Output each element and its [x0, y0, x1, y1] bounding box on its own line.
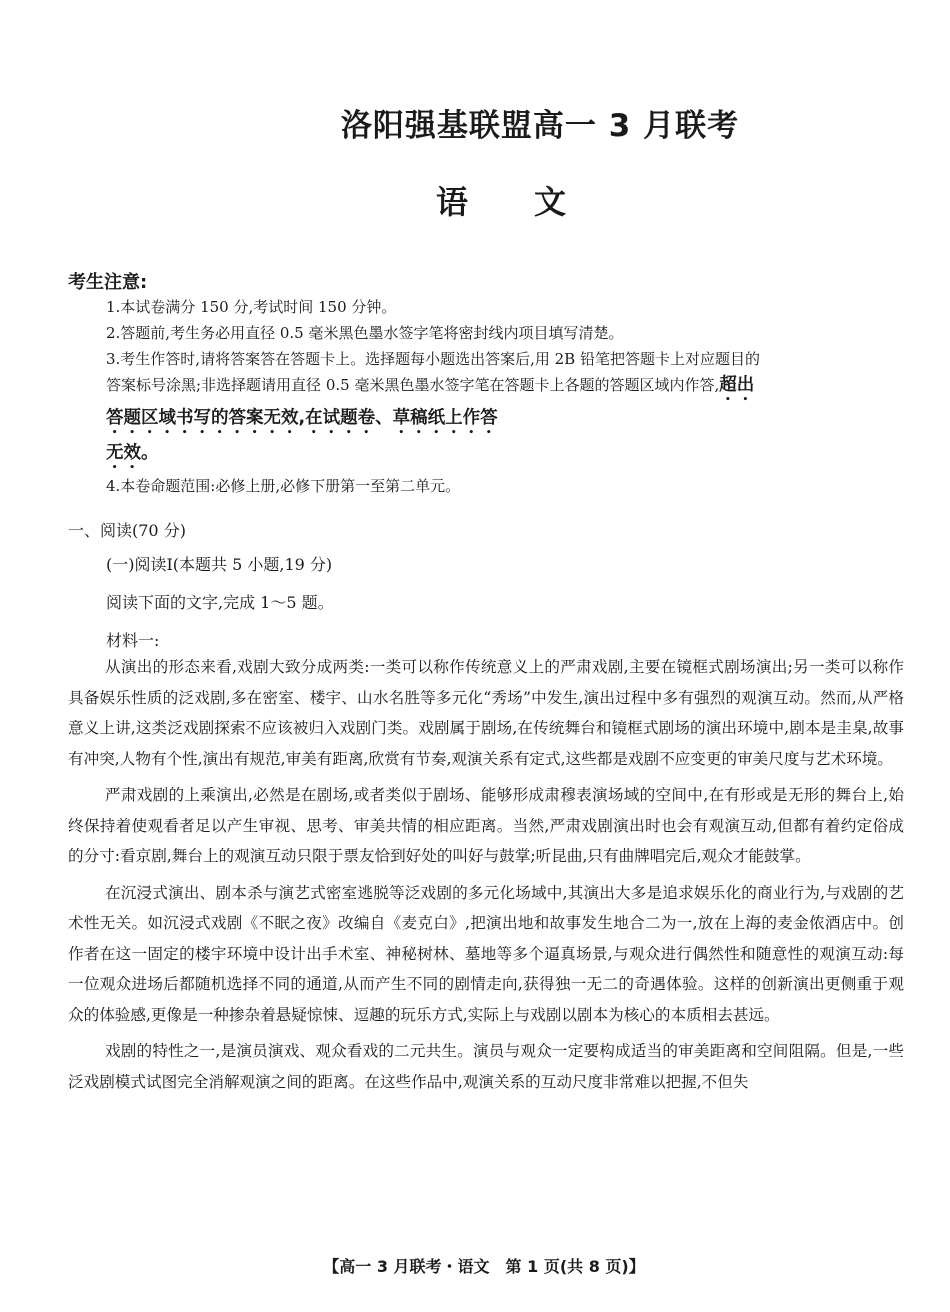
- reading-instruction: 阅读下面的文字,完成 1～5 题。: [106, 593, 334, 612]
- page-footer: 【高一 3 月联考・语文 第 1 页(共 8 页)】: [323, 1257, 645, 1276]
- reading-passage: [68, 652, 904, 1103]
- notice-item: 4.本卷命题范围:必修上册,必修下册第一至第二单元。: [106, 477, 461, 495]
- passage-paragraph: 严肃戏剧的上乘演出,必然是在剧场,或者类似于剧场、能够形成肃穆表演场域的空间中,在有形或是无形的舞台上,始终保持着使观看者足以产生审视、思考、审美共情的相应距离。当然,严肃戏剧演出时也会有观演互动,但都有着约定俗成的分寸:看京剧,舞台上的观演互动只限于票友恰到好处的叫好与鼓掌;听昆曲,只有曲牌唱完后,观众才能鼓掌。: [68, 786, 904, 865]
- passage-paragraph: 从演出的形态来看,戏剧大致分成两类:一类可以称作传统意义上的严肃戏剧,主要在镜框式剧场演出;另一类可以称作具备娱乐性质的泛戏剧,多在密室、楼宇、山水名胜等多元化“秀场”中发生,演出过程中多有强烈的观演互动。然而,从严格意义上讲,这类泛戏剧探索不应该被归入戏剧门类。戏剧属于剧场,在传统舞台和镜框式剧场的演出环境中,剧本是圭臬,故事有冲突,人物有个性,演出有规范,审美有距离,欣赏有节奏,观演关系有定式,这些都是戏剧不应变更的审美尺度与艺术环境。: [68, 658, 904, 768]
- subject-title: 语文: [435, 183, 632, 221]
- section-heading: 一、阅读(70 分): [68, 521, 186, 540]
- passage-paragraph: 戏剧的特性之一,是演员演戏、观众看戏的二元共生。演员与观众一定要构成适当的审美距离和空间阻隔。但是,一些泛戏剧模式试图完全消解观演之间的距离。在这些作品中,观演关系的互动尺度非常难以把握,不但失: [68, 1042, 904, 1091]
- passage-paragraph: 在沉浸式演出、剧本杀与演艺式密室逃脱等泛戏剧的多元化场域中,其演出大多是追求娱乐化的商业行为,与戏剧的艺术性无关。如沉浸式戏剧《不眠之夜》改编自《麦克白》,把演出地和故事发生地合二为一,放在上海的麦金侬酒店中。创作者在这一固定的楼宇环境中设计出手术室、神秘树林、墓地等多个逼真场景,与观众进行偶然性和随意性的观演互动:每一位观众进场后都随机选择不同的通道,从而产生不同的剧情走向,获得独一无二的奇遇体验。这样的创新演出更侧重于观众的体验感,更像是一种掺杂着悬疑惊悚、逗趣的玩乐方式,实际上与戏剧以剧本为核心的本质相去甚远。: [68, 883, 904, 1024]
- notice-item-text: 3.考生作答时,请将答案答在答题卡上。选择题每小题选出答案后,用 2B 铅笔把答题卡上对应题目的答案标号涂黑;非选择题请用直径 0.5 毫米黑色墨水签字笔在答题卡上各题的答题区域内作答,: [106, 350, 760, 394]
- notice-emphasis-text: 无效。: [106, 443, 159, 463]
- section-subheading: (一)阅读Ⅰ(本题共 5 小题,19 分): [106, 555, 333, 574]
- notice-heading: 考生注意:: [68, 272, 148, 293]
- notice-item: 1.本试卷满分 150 分,考试时间 150 分钟。: [106, 298, 397, 316]
- notice-item: [106, 346, 766, 473]
- notice-item: 2.答题前,考生务必用直径 0.5 毫米黑色墨水签字笔将密封线内项目填写清楚。: [106, 324, 624, 342]
- exam-title: 洛阳强基联盟高一 3 月联考: [340, 108, 740, 144]
- notice-emphasis-text: 超出答题区域书写的答案无效,在试题卷、草稿纸上作答: [106, 375, 755, 428]
- material-label: 材料一:: [106, 631, 160, 650]
- notice-list: [106, 294, 766, 499]
